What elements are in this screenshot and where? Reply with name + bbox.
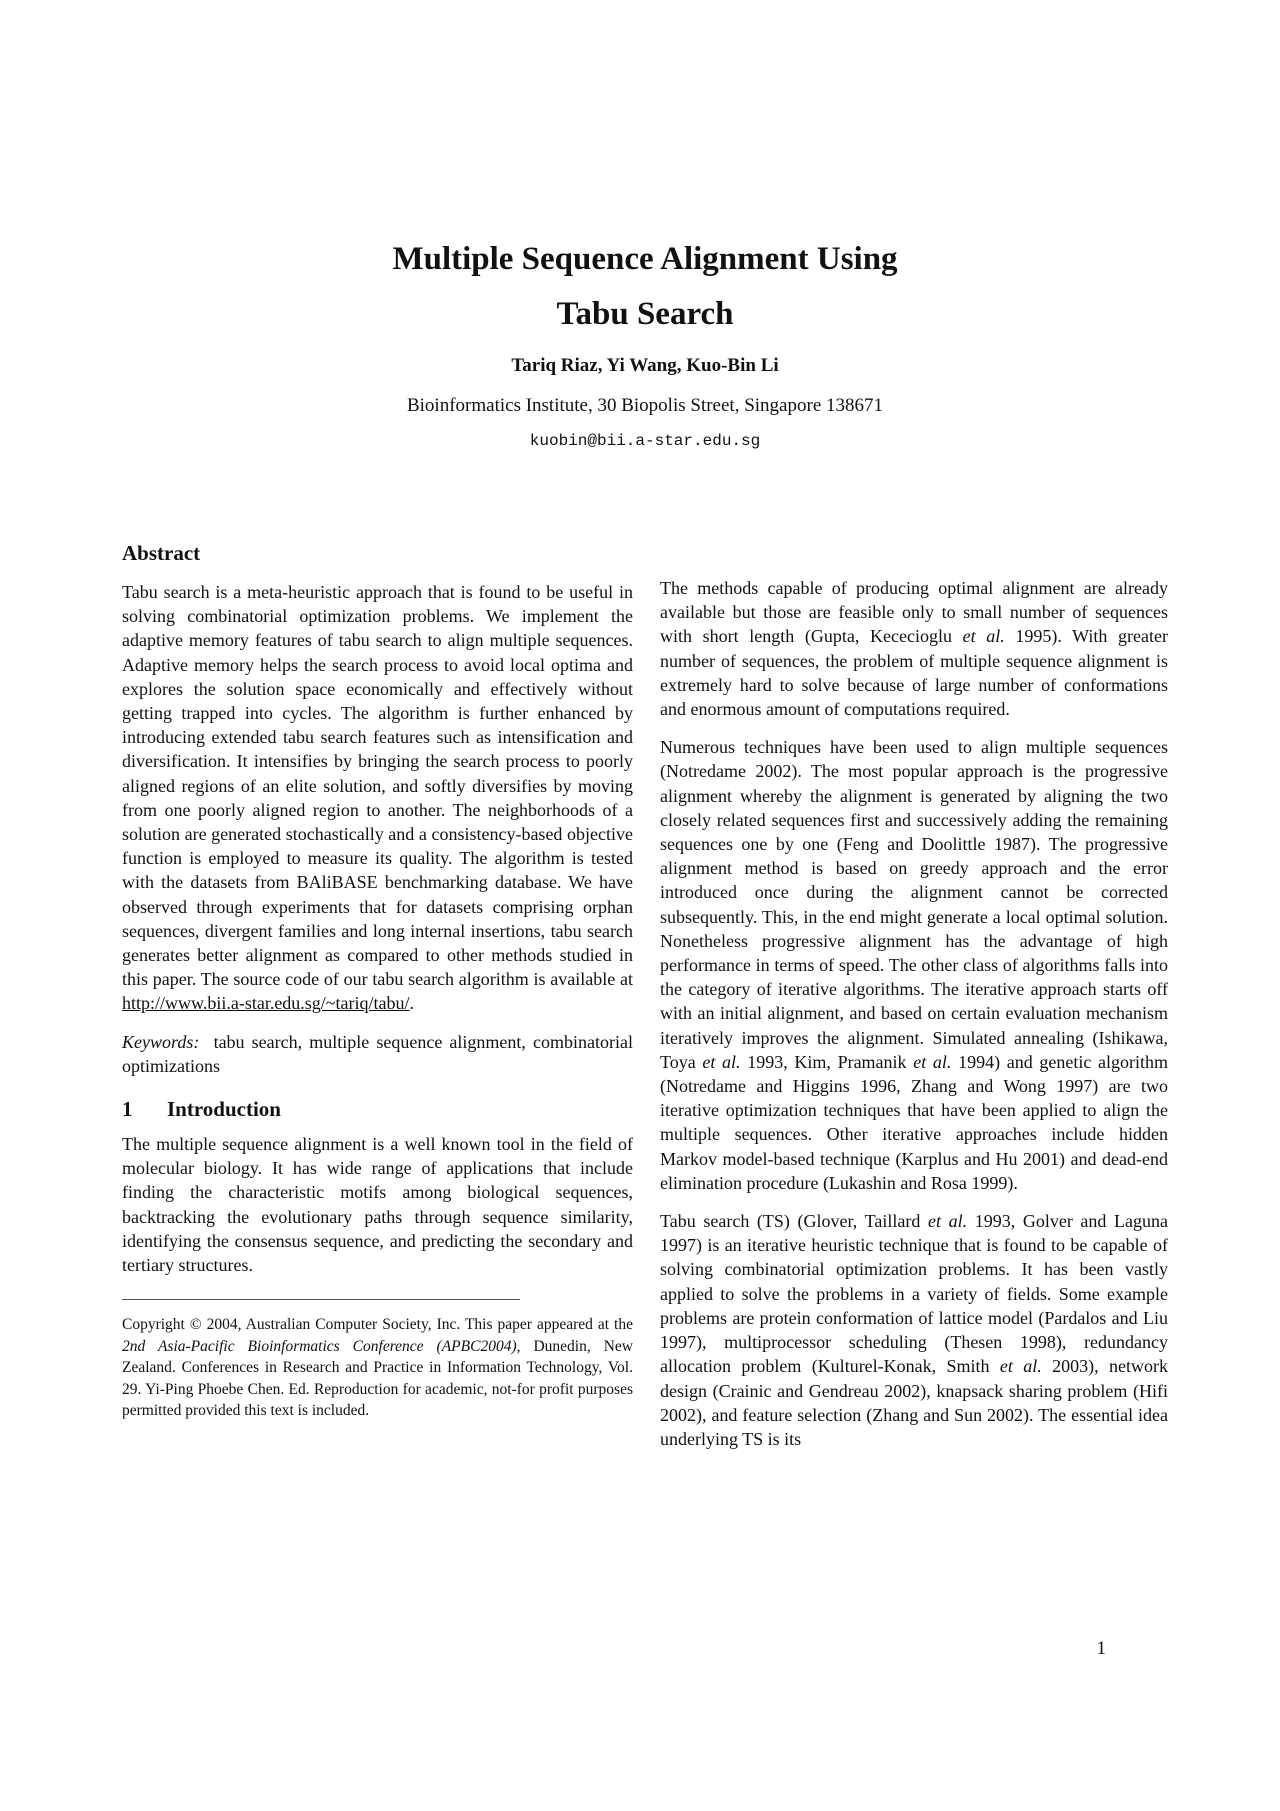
title-line-1: Multiple Sequence Alignment Using <box>392 241 898 277</box>
abstract-heading: Abstract <box>122 541 201 565</box>
keywords-text: tabu search, multiple sequence alignment, combinatorial optimizations <box>122 1031 633 1076</box>
keywords <box>122 1030 633 1078</box>
right-column <box>660 576 1168 1465</box>
section-heading-introduction: 1 Introduction <box>122 1097 281 1122</box>
intro-paragraph: The multiple sequence alignment is a well known tool in the field of molecular biology. It has wide range of applications that include finding the characteristic motifs among biological sequences, backtracking the evolutionary paths through sequence similarity, identifying the consensus sequence, and predicting the secondary and tertiary structures. <box>122 1134 633 1276</box>
affiliation: Bioinformatics Institute, 30 Biopolis Street, Singapore 138671 <box>406 395 883 416</box>
contact-email[interactable]: kuobin@bii.a-star.edu.sg <box>529 432 761 450</box>
keywords-label: Keywords: <box>122 1031 200 1052</box>
title-line-2: Tabu Search <box>556 296 734 332</box>
author-list: Tariq Riaz, Yi Wang, Kuo-Bin Li <box>511 355 779 376</box>
source-code-link[interactable]: http://www.bii.a-star.edu.sg/~tariq/tabu/ <box>122 993 410 1014</box>
page-number: 1 <box>1096 1638 1106 1659</box>
right-paragraph-1: The methods capable of producing optimal alignment are already available but those are feasible only to small number of sequences with short length (Gupta, Kececioglu et al. 1995). With greater number of sequences, the problem of multiple sequence alignment is extremely hard to solve because of large number of conformations and enormous amount of computations required. <box>660 578 1169 720</box>
left-column <box>122 540 633 1422</box>
paper-title <box>0 232 1280 342</box>
right-paragraph-2: Numerous techniques have been used to align multiple sequences (Notredame 2002). The most popular approach is the progressive alignment whereby the alignment is generated by aligning the two closely related sequences first and successively adding the remaining sequences one by one (Feng and Doolittle 1987). The progressive alignment method is based on greedy approach and the error introduced once during the alignment cannot be corrected subsequently. This, in the end might generate a local optimal solution. Nonetheless progressive alignment has the advantage of high performance in terms of speed. The other class of algorithms falls into the category of iterative algorithms. The iterative approach starts off with an initial alignment, and based on certain evaluation mechanism iteratively improves the alignment. Simulated annealing (Ishikawa, Toya et al. 1993, Kim, Pramanik et al. 1994) and genetic algorithm (Notredame and Higgins 1996, Zhang and Wong 1997) are two iterative optimization techniques that have been applied to align the multiple sequences. Other iterative approaches include hidden Markov model-based technique (Karplus and Hu 2001) and dead-end elimination procedure (Lukashin and Rosa 1999). <box>660 737 1168 1193</box>
footnote-divider <box>122 1299 520 1300</box>
abstract-body: Tabu search is a meta-heuristic approach that is found to be useful in solving combinatorial optimization problems. We implement the adaptive memory features of tabu search to align multiple sequences. Adaptive memory helps the search process to avoid local optima and explores the solution space economically and effectively without getting trapped into cycles. The algorithm is further enhanced by introducing extended tabu search features such as intensification and diversification. It intensifies by bringing the search process to poorly aligned regions of an elite solution, and softly diversifies by moving from one poorly aligned region to another. The neighborhoods of a solution are generated stochastically and a consistency-based objective function is employed to measure its quality. The algorithm is tested with the datasets from BAliBASE benchmarking database. We have observed through experiments that for datasets comprising orphan sequences, divergent families and long internal insertions, tabu search generates better alignment as compared to other methods studied in this paper. The source code of our tabu search algorithm is available at http://www.bii.a-star.edu.sg/~tariq/tabu/. <box>122 582 633 1014</box>
copyright-footnote: Copyright © 2004, Australian Computer Society, Inc. This paper appeared at the 2nd Asia-Pacific Bioinformatics Conference (APBC2004), Dunedin, New Zealand. Conferences in Research and Practice in Information Technology, Vol. 29. Yi-Ping Phoebe Chen. Ed. Reproduction for academic, not-for profit purposes permitted provided this text is included. <box>122 1316 633 1420</box>
right-paragraph-3: Tabu search (TS) (Glover, Taillard et al. 1993, Golver and Laguna 1997) is an iterative heuristic technique that is found to be capable of solving combinatorial optimization problems. It has been vastly applied to solve the problems in a variety of fields. Some example problems are protein conformation of lattice model (Pardalos and Liu 1997), multiprocessor scheduling (Thesen 1998), redundancy allocation problem (Kulturel-Konak, Smith et al. 2003), network design (Crainic and Gendreau 2002), knapsack sharing problem (Hifi 2002), and feature selection (Zhang and Sun 2002). The essential idea underlying TS is its <box>660 1211 1169 1449</box>
